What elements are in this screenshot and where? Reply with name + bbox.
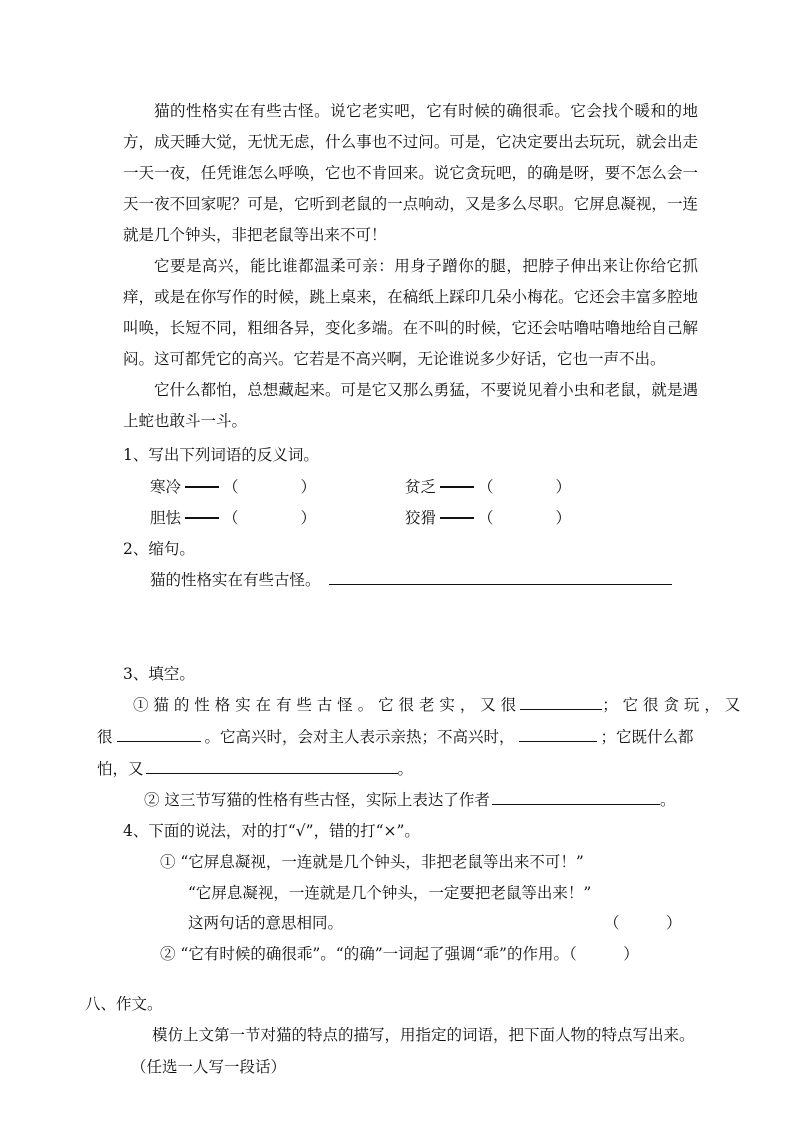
passage-paragraph-3: 它什么都怕，总想藏起来。可是它又那么勇猛，不要说见着小虫和老鼠，就是遇上蛇也敢斗一斗。 [123, 381, 698, 430]
q3-line-4 [144, 789, 675, 811]
q4-item-1-statement: 这两句话的意思相同。 [188, 914, 344, 932]
q4-item-1-sentence-b: “它屏息凝视，一连就是几个钟头，一定要把老鼠等出来！” [188, 884, 592, 902]
dash-mark [440, 486, 474, 488]
q1-word: 贫乏 [405, 478, 437, 496]
q3-line-3 [97, 758, 413, 780]
q2-sentence: 猫的性格实在有些古怪。 [150, 571, 321, 589]
q3-line-2 [97, 726, 694, 748]
answer-blank[interactable]: （ ） [478, 509, 572, 527]
q1-title: 1、写出下列词语的反义词。 [123, 446, 319, 464]
q3-line-1 [133, 694, 740, 716]
q3-text: ② 这三节写猫的性格有些古怪，实际上表达了作者 [144, 791, 490, 809]
section-8-instruction: 模仿上文第一节对猫的特点的描写，用指定的词语，把下面人物的特点写出来。 [152, 1026, 695, 1044]
q2-title: 2、缩句。 [123, 540, 195, 558]
q4-item-2: ② “它有时候的确很乖”。“的确”一词起了强调“乖”的作用。（ ） [160, 945, 639, 963]
q3-text: 。 [397, 760, 414, 778]
q4-item-1-answer[interactable]: （ ） [604, 914, 682, 932]
answer-line[interactable] [146, 758, 398, 774]
q3-text: 。它高兴时，会对主人表示亲热；不高兴时， [204, 728, 515, 746]
dash-mark [185, 517, 219, 519]
q1-word: 胆怯 [150, 509, 182, 527]
q3-text: 很 [97, 728, 113, 746]
q1-word: 狡猾 [405, 509, 437, 527]
dash-mark [185, 486, 219, 488]
q1-item-3 [150, 507, 316, 529]
answer-line[interactable] [117, 726, 201, 742]
answer-line[interactable] [519, 726, 597, 742]
q2-sentence-line [150, 569, 672, 591]
q1-word: 寒冷 [150, 478, 182, 496]
passage-paragraph-1: 猫的性格实在有些古怪。说它老实吧，它有时候的确很乖。它会找个暖和的地方，成天睡大觉，无忧无虑，什么事也不过问。可是，它决定要出去玩玩，就会出走一天一夜，任凭谁怎么呼唤，它也不肯回来。说它贪玩吧，的确是呀，要不怎么会一天一夜不回家呢？可是，它听到老鼠的一点响动，又是多么尽职。它屏息凝视，一连就是几个钟头，非把老鼠等出来不可！ [123, 102, 698, 244]
q3-text: ； 它 很 贪 玩 ， 又 [602, 696, 741, 714]
q3-title: 3、填空。 [123, 665, 195, 683]
q4-item-1-sentence-a: ① “它屏息凝视，一连就是几个钟头，非把老鼠等出来不可！” [160, 853, 584, 871]
answer-blank[interactable]: （ ） [223, 509, 317, 527]
answer-blank[interactable]: （ ） [223, 478, 317, 496]
q3-text: 怕，又 [97, 760, 144, 778]
section-8-title: 八、作文。 [85, 995, 163, 1013]
answer-blank[interactable]: （ ） [478, 478, 572, 496]
q3-text: ① 猫 的 性 格 实 在 有 些 古 怪 。 它 很 老 实 ， 又 很 [133, 696, 517, 714]
q1-item-2 [405, 476, 571, 498]
answer-line[interactable] [520, 694, 602, 710]
q1-item-4 [405, 507, 571, 529]
q3-text: 。 [659, 791, 676, 809]
answer-line[interactable] [492, 789, 660, 805]
q1-item-1 [150, 476, 316, 498]
passage-paragraph-2: 它要是高兴，能比谁都温柔可亲：用身子蹭你的腿，把脖子伸出来让你给它抓痒，或是在你写作的时候，跳上桌来，在稿纸上踩印几朵小梅花。它还会丰富多腔地叫唤，长短不同，粗细各异，变化多端。在不叫的时候，它还会咕噜咕噜地给自己解闷。这可都凭它的高兴。它若是不高兴啊，无论谁说多少好话，它也一声不出。 [123, 257, 698, 368]
answer-line[interactable] [329, 569, 672, 585]
q3-text: ；它既什么都 [600, 728, 694, 746]
section-8-note: （任选一人写一段话） [131, 1058, 287, 1076]
q4-title: 4、下面的说法，对的打“√”，错的打“×”。 [123, 822, 420, 840]
dash-mark [440, 517, 474, 519]
